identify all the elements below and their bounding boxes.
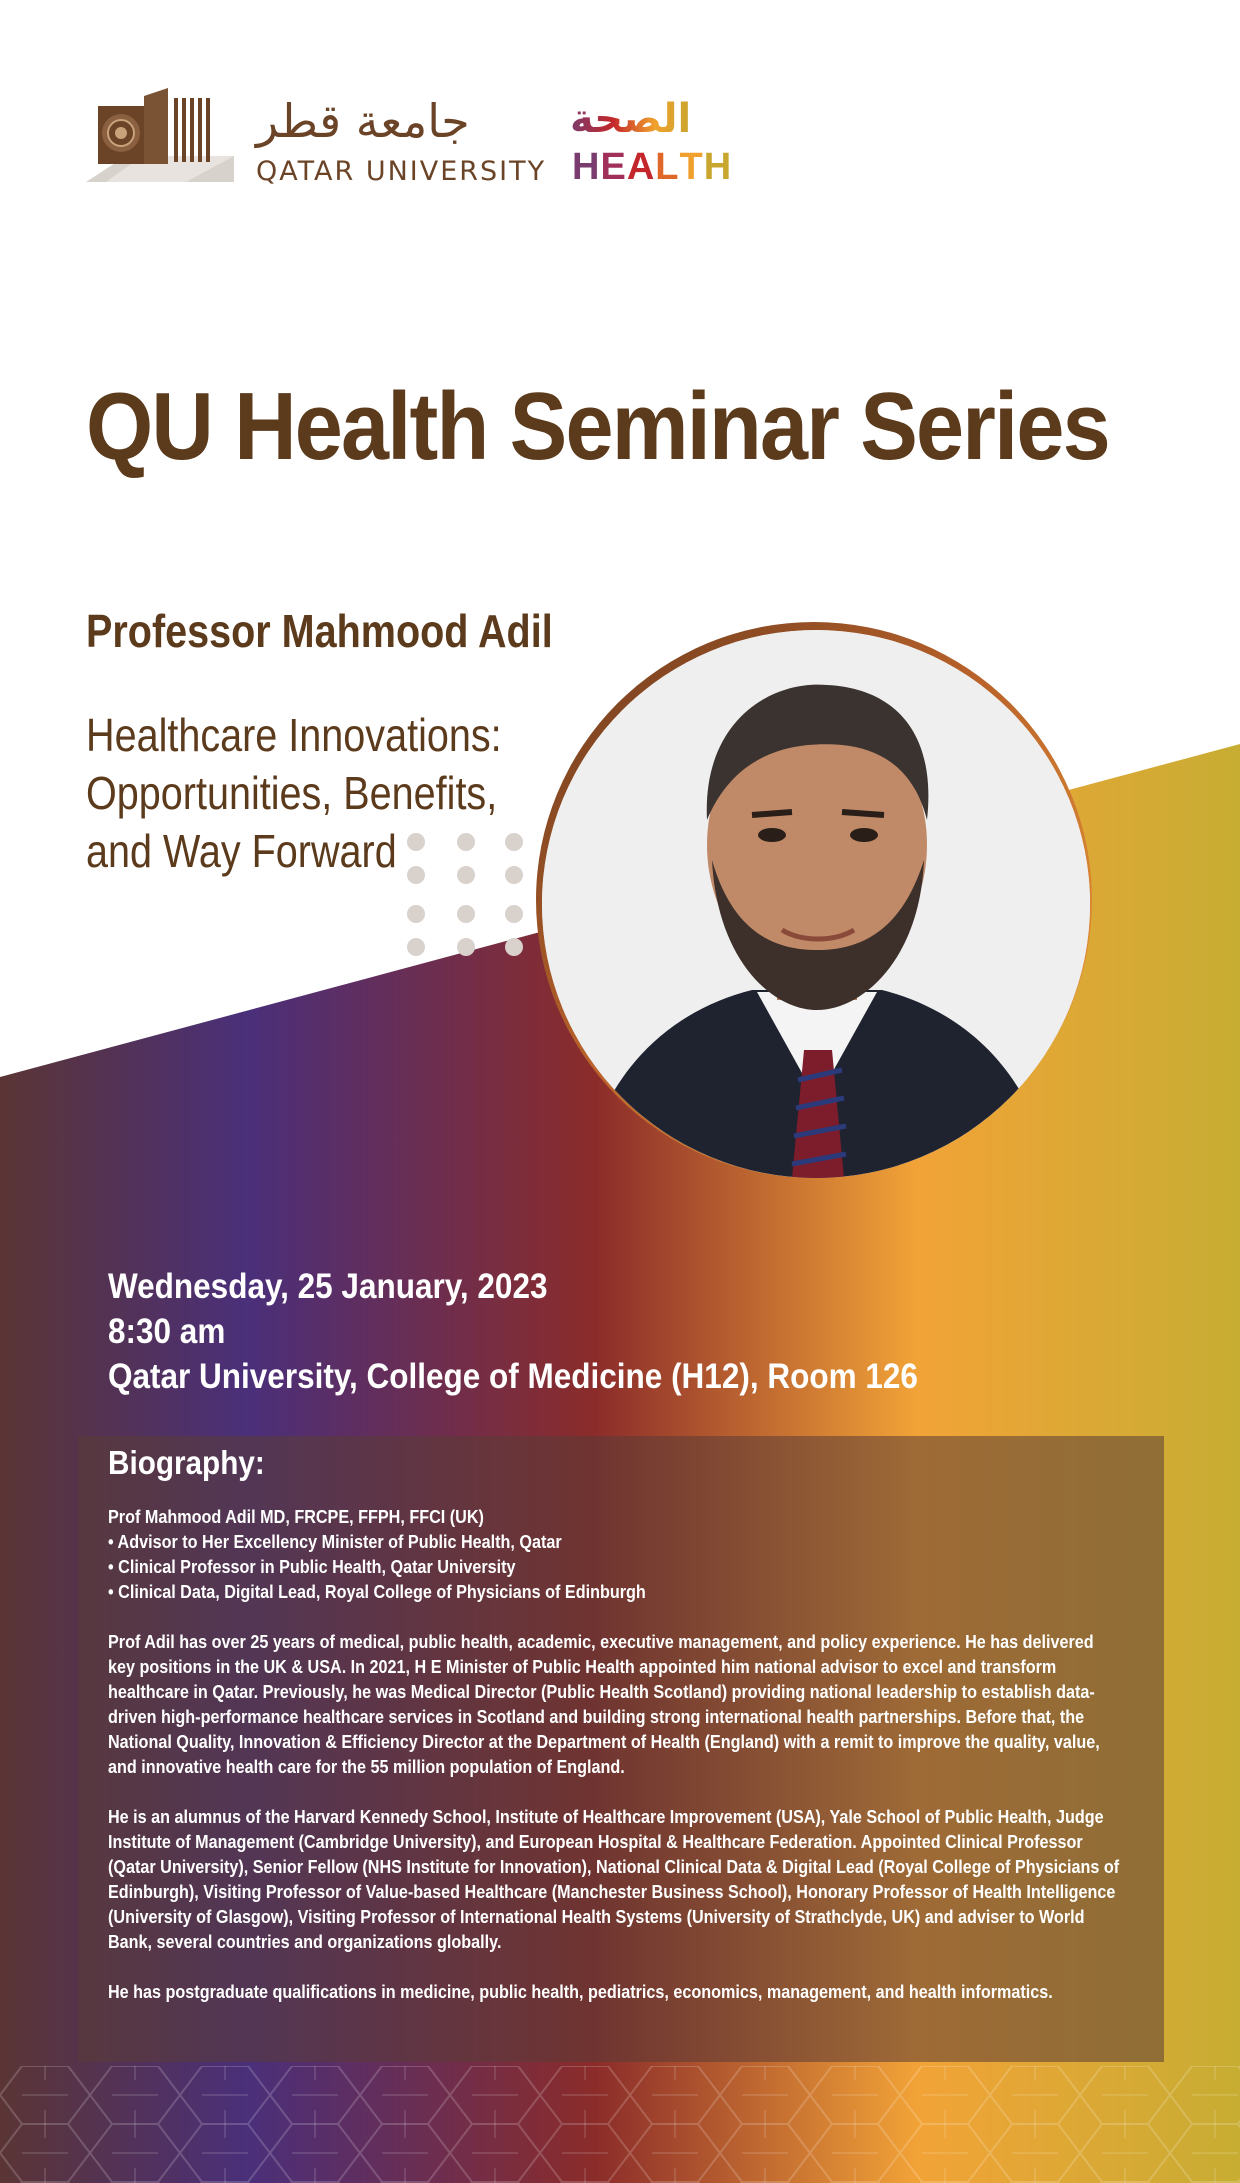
biography-role: • Advisor to Her Excellency Minister of Public Health, Qatar xyxy=(108,1531,562,1552)
speaker-portrait-illustration xyxy=(542,630,1090,1178)
health-wordmark-letter: L xyxy=(655,146,680,188)
biography-paragraph: He is an alumnus of the Harvard Kennedy School, Institute of Healthcare Improvement (USA), Yale School of Public Health, Judge Institute of Management (Cambridge University), and European Hospital & Healthcare Federation. Appointed Clinical Professor (Qatar University), Senior Fellow (NHS Institute for Innovation), National Clinical Data & Digital Lead (Royal College of Physicians of Edinburgh), Visiting Professor of Value-based Healthcare (Manchester Business School), Honorary Professor of Health Intelligence (University of Glasgow), Visiting Professor of International Health Systems (University of Strathclyde, UK) and adviser to World Bank, several countries and organizations globally. xyxy=(108,1806,1120,1952)
biography-credentials-block xyxy=(108,1504,1124,1604)
health-wordmark-letter: H xyxy=(572,146,601,188)
biography-heading: Biography: xyxy=(108,1444,265,1481)
biography-role: • Clinical Data, Digital Lead, Royal College of Physicians of Edinburgh xyxy=(108,1581,646,1602)
event-date: Wednesday, 25 January, 2023 xyxy=(108,1267,548,1306)
qatar-university-wordmark: QATAR UNIVERSITY xyxy=(256,156,547,187)
speaker-name: Professor Mahmood Adil xyxy=(86,605,553,657)
talk-title-line: and Way Forward xyxy=(86,825,397,877)
health-wordmark-letter: A xyxy=(626,146,656,188)
health-arabic-wordmark: الصحة xyxy=(570,96,692,142)
talk-title-line: Healthcare Innovations: xyxy=(86,709,502,761)
health-wordmark-letter: T xyxy=(679,146,704,188)
event-venue: Qatar University, College of Medicine (H12), Room 126 xyxy=(108,1357,918,1396)
qatar-university-arabic-wordmark: جامعة قطر xyxy=(256,94,470,148)
biography-paragraph: Prof Adil has over 25 years of medical, public health, academic, executive management, and policy experience. He has delivered key positions in the UK & USA. In 2021, H E Minister of Public Health appointed him national advisor to excel and transform healthcare in Qatar. Previously, he was Medical Director (Public Health Scotland) providing national leadership to establish data-driven high-performance healthcare services in Scotland and building strong international health partnerships. Before that, the National Quality, Innovation & Efficiency Director at the Department of Health (England) with a remit to improve the quality, value, and innovative health care for the 55 million population of England. xyxy=(108,1631,1100,1777)
talk-title-line: Opportunities, Benefits, xyxy=(86,767,498,819)
geometric-pattern-band xyxy=(0,2066,1240,2183)
event-time: 8:30 am xyxy=(108,1312,226,1351)
biography-paragraph: He has postgraduate qualifications in medicine, public health, pediatrics, economics, management, and health informatics. xyxy=(108,1981,1053,2002)
health-wordmark xyxy=(572,146,732,189)
qatar-university-emblem-icon xyxy=(86,86,234,186)
speaker-photo xyxy=(542,630,1090,1178)
health-wordmark-letter: H xyxy=(703,146,733,188)
biography-role: • Clinical Professor in Public Health, Qatar University xyxy=(108,1556,516,1577)
event-details xyxy=(108,1264,918,1399)
seminar-series-title: QU Health Seminar Series xyxy=(86,373,1109,480)
health-wordmark-letter: E xyxy=(600,146,627,188)
biography-text xyxy=(108,1504,1124,2029)
biography-credentials: Prof Mahmood Adil MD, FRCPE, FFPH, FFCI (UK) xyxy=(108,1506,484,1527)
